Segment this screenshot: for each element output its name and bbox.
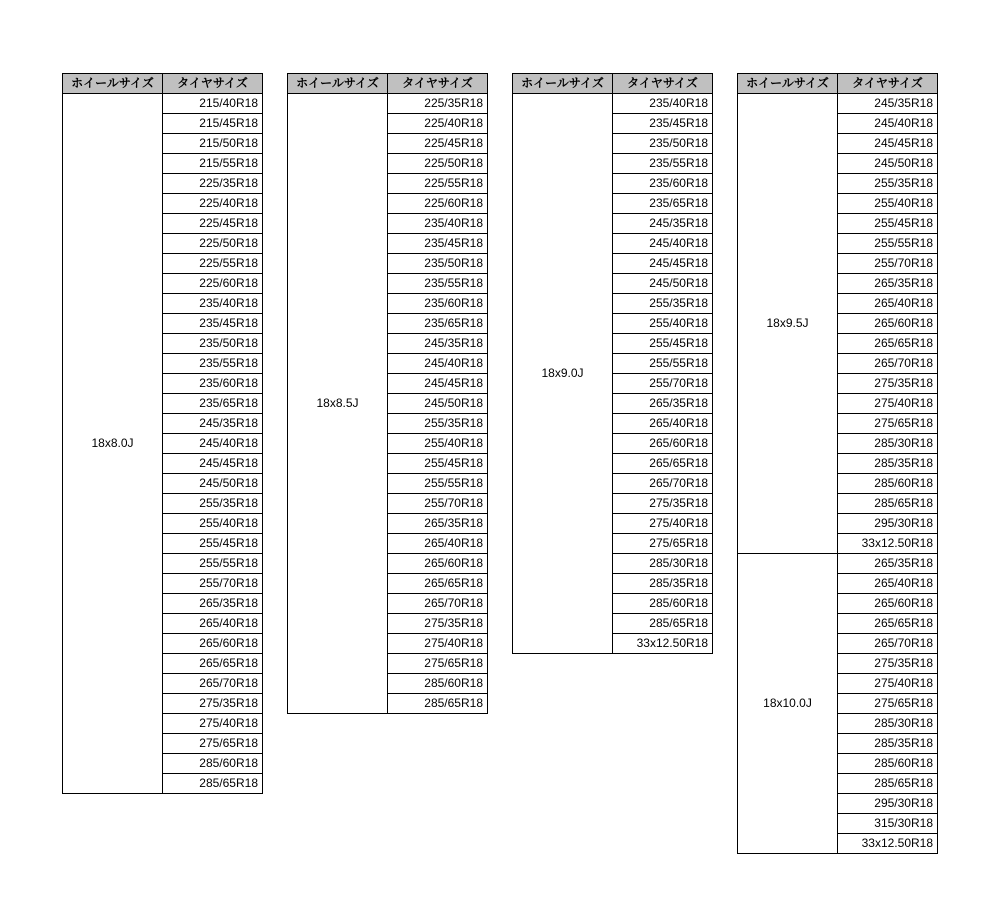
wheel-size-header: ホイールサイズ <box>513 74 613 94</box>
tire-size-cell: 265/65R18 <box>388 574 488 594</box>
wheel-size-cell: 18x9.5J <box>738 94 838 554</box>
tire-size-cell: 285/60R18 <box>163 754 263 774</box>
tire-size-cell: 265/40R18 <box>163 614 263 634</box>
wheel-size-cell: 18x8.0J <box>63 94 163 794</box>
tire-size-cell: 275/40R18 <box>388 634 488 654</box>
tire-size-cell: 215/55R18 <box>163 154 263 174</box>
tire-size-cell: 255/45R18 <box>388 454 488 474</box>
tire-size-cell: 275/35R18 <box>388 614 488 634</box>
tire-size-cell: 255/70R18 <box>613 374 713 394</box>
tire-size-cell: 245/50R18 <box>838 154 938 174</box>
tire-size-cell: 275/40R18 <box>613 514 713 534</box>
tire-size-cell: 235/65R18 <box>388 314 488 334</box>
tire-size-cell: 265/70R18 <box>838 634 938 654</box>
wheel-size-header: ホイールサイズ <box>63 74 163 94</box>
table-body <box>288 94 488 714</box>
tire-size-cell: 235/40R18 <box>163 294 263 314</box>
tire-size-cell: 255/35R18 <box>613 294 713 314</box>
tire-size-cell: 265/60R18 <box>388 554 488 574</box>
tire-size-cell: 245/50R18 <box>388 394 488 414</box>
tire-size-cell: 33x12.50R18 <box>613 634 713 654</box>
tire-size-cell: 245/35R18 <box>838 94 938 114</box>
tire-size-cell: 245/35R18 <box>388 334 488 354</box>
tire-size-cell: 255/35R18 <box>388 414 488 434</box>
tire-size-header: タイヤサイズ <box>388 74 488 94</box>
tire-size-cell: 265/40R18 <box>838 294 938 314</box>
tire-size-cell: 245/40R18 <box>838 114 938 134</box>
tire-size-cell: 225/35R18 <box>388 94 488 114</box>
tire-size-cell: 265/35R18 <box>838 274 938 294</box>
tire-size-cell: 235/65R18 <box>613 194 713 214</box>
tire-size-header: タイヤサイズ <box>838 74 938 94</box>
tire-size-cell: 255/40R18 <box>388 434 488 454</box>
tire-size-cell: 245/45R18 <box>163 454 263 474</box>
tire-size-cell: 265/40R18 <box>388 534 488 554</box>
tire-size-cell: 33x12.50R18 <box>838 534 938 554</box>
tire-size-cell: 255/40R18 <box>163 514 263 534</box>
tire-size-cell: 285/35R18 <box>838 454 938 474</box>
tire-size-cell: 275/65R18 <box>838 414 938 434</box>
tire-size-cell: 285/60R18 <box>613 594 713 614</box>
table-body <box>513 94 713 654</box>
tire-size-cell: 285/30R18 <box>613 554 713 574</box>
tire-size-cell: 225/55R18 <box>163 254 263 274</box>
header-row <box>63 74 263 94</box>
tire-size-cell: 245/45R18 <box>838 134 938 154</box>
tire-size-cell: 285/30R18 <box>838 434 938 454</box>
tire-size-cell: 255/70R18 <box>163 574 263 594</box>
fitment-table-3 <box>512 73 713 654</box>
tire-size-cell: 255/40R18 <box>613 314 713 334</box>
tire-size-cell: 265/60R18 <box>163 634 263 654</box>
tire-size-cell: 285/65R18 <box>388 694 488 714</box>
tire-size-cell: 245/35R18 <box>163 414 263 434</box>
tire-size-cell: 235/40R18 <box>388 214 488 234</box>
tire-size-cell: 235/65R18 <box>163 394 263 414</box>
table-row <box>738 94 938 114</box>
tire-size-cell: 275/65R18 <box>838 694 938 714</box>
tire-size-cell: 285/35R18 <box>613 574 713 594</box>
tire-size-cell: 285/35R18 <box>838 734 938 754</box>
tire-size-cell: 225/40R18 <box>163 194 263 214</box>
tire-size-cell: 215/40R18 <box>163 94 263 114</box>
tire-size-cell: 235/60R18 <box>163 374 263 394</box>
tire-size-cell: 265/65R18 <box>613 454 713 474</box>
tire-size-cell: 285/65R18 <box>613 614 713 634</box>
tire-size-cell: 265/65R18 <box>163 654 263 674</box>
tire-size-cell: 235/50R18 <box>163 334 263 354</box>
table-row <box>288 94 488 114</box>
tire-size-cell: 235/55R18 <box>388 274 488 294</box>
table-body <box>63 94 263 794</box>
tire-size-cell: 255/45R18 <box>163 534 263 554</box>
tire-size-cell: 255/45R18 <box>838 214 938 234</box>
tire-size-cell: 265/70R18 <box>838 354 938 374</box>
tire-size-cell: 245/50R18 <box>163 474 263 494</box>
wheel-size-cell: 18x9.0J <box>513 94 613 654</box>
tire-size-cell: 265/65R18 <box>838 334 938 354</box>
table-row <box>738 554 938 574</box>
tire-size-cell: 255/40R18 <box>838 194 938 214</box>
tire-size-cell: 225/50R18 <box>163 234 263 254</box>
tire-size-cell: 255/35R18 <box>163 494 263 514</box>
tire-size-cell: 265/70R18 <box>613 474 713 494</box>
header-row <box>513 74 713 94</box>
tire-size-cell: 225/60R18 <box>388 194 488 214</box>
tire-size-cell: 265/35R18 <box>163 594 263 614</box>
tire-size-cell: 235/50R18 <box>613 134 713 154</box>
tire-size-cell: 285/30R18 <box>838 714 938 734</box>
tire-size-cell: 33x12.50R18 <box>838 834 938 854</box>
tire-size-cell: 235/55R18 <box>613 154 713 174</box>
wheel-size-cell: 18x8.5J <box>288 94 388 714</box>
tire-size-cell: 225/35R18 <box>163 174 263 194</box>
tire-size-cell: 285/60R18 <box>838 754 938 774</box>
tire-size-cell: 265/35R18 <box>388 514 488 534</box>
tire-size-cell: 245/40R18 <box>388 354 488 374</box>
wheel-size-cell: 18x10.0J <box>738 554 838 854</box>
tire-size-cell: 235/45R18 <box>613 114 713 134</box>
tire-size-header: タイヤサイズ <box>163 74 263 94</box>
tire-size-cell: 235/50R18 <box>388 254 488 274</box>
tire-size-cell: 245/45R18 <box>613 254 713 274</box>
tire-size-cell: 245/35R18 <box>613 214 713 234</box>
tire-size-cell: 225/45R18 <box>388 134 488 154</box>
tire-size-cell: 225/60R18 <box>163 274 263 294</box>
tire-size-cell: 225/55R18 <box>388 174 488 194</box>
tire-size-cell: 255/70R18 <box>388 494 488 514</box>
tire-size-cell: 265/60R18 <box>838 314 938 334</box>
tire-size-cell: 315/30R18 <box>838 814 938 834</box>
tire-size-cell: 265/40R18 <box>838 574 938 594</box>
tire-size-cell: 265/70R18 <box>163 674 263 694</box>
tire-size-cell: 235/45R18 <box>388 234 488 254</box>
tire-size-cell: 255/55R18 <box>613 354 713 374</box>
header-row <box>288 74 488 94</box>
tire-size-cell: 275/35R18 <box>838 374 938 394</box>
tire-size-cell: 225/40R18 <box>388 114 488 134</box>
tire-size-cell: 295/30R18 <box>838 514 938 534</box>
tire-size-cell: 255/55R18 <box>838 234 938 254</box>
tire-size-cell: 295/30R18 <box>838 794 938 814</box>
table-row <box>63 94 263 114</box>
tire-size-cell: 255/55R18 <box>163 554 263 574</box>
tire-size-cell: 255/45R18 <box>613 334 713 354</box>
tire-size-cell: 225/50R18 <box>388 154 488 174</box>
tire-size-cell: 285/60R18 <box>388 674 488 694</box>
tire-size-cell: 235/55R18 <box>163 354 263 374</box>
tire-size-cell: 245/40R18 <box>613 234 713 254</box>
tire-size-cell: 245/45R18 <box>388 374 488 394</box>
tire-size-header: タイヤサイズ <box>613 74 713 94</box>
tire-size-cell: 235/60R18 <box>388 294 488 314</box>
tire-size-cell: 285/65R18 <box>163 774 263 794</box>
tire-size-cell: 225/45R18 <box>163 214 263 234</box>
tire-size-cell: 215/45R18 <box>163 114 263 134</box>
tire-size-cell: 275/40R18 <box>838 674 938 694</box>
fitment-table-4 <box>737 73 938 854</box>
tire-size-cell: 275/35R18 <box>163 694 263 714</box>
tire-size-cell: 265/60R18 <box>838 594 938 614</box>
tire-size-cell: 265/65R18 <box>838 614 938 634</box>
tire-size-cell: 235/45R18 <box>163 314 263 334</box>
tire-size-cell: 245/50R18 <box>613 274 713 294</box>
tire-size-cell: 275/65R18 <box>388 654 488 674</box>
tire-size-cell: 285/65R18 <box>838 774 938 794</box>
tire-size-cell: 265/60R18 <box>613 434 713 454</box>
tire-size-cell: 215/50R18 <box>163 134 263 154</box>
tire-size-cell: 275/35R18 <box>613 494 713 514</box>
tire-size-cell: 275/40R18 <box>163 714 263 734</box>
wheel-size-header: ホイールサイズ <box>738 74 838 94</box>
tire-size-cell: 275/65R18 <box>613 534 713 554</box>
tire-size-cell: 235/40R18 <box>613 94 713 114</box>
tire-size-cell: 275/40R18 <box>838 394 938 414</box>
tire-size-cell: 235/60R18 <box>613 174 713 194</box>
tire-size-cell: 255/70R18 <box>838 254 938 274</box>
fitment-table-1 <box>62 73 263 794</box>
tire-size-cell: 265/35R18 <box>838 554 938 574</box>
wheel-size-header: ホイールサイズ <box>288 74 388 94</box>
header-row <box>738 74 938 94</box>
tire-size-cell: 275/35R18 <box>838 654 938 674</box>
tire-size-cell: 275/65R18 <box>163 734 263 754</box>
tire-size-cell: 265/40R18 <box>613 414 713 434</box>
tire-size-cell: 255/55R18 <box>388 474 488 494</box>
tire-size-cell: 285/65R18 <box>838 494 938 514</box>
tire-size-cell: 265/35R18 <box>613 394 713 414</box>
tire-size-cell: 265/70R18 <box>388 594 488 614</box>
tire-size-cell: 285/60R18 <box>838 474 938 494</box>
tire-size-cell: 245/40R18 <box>163 434 263 454</box>
table-body <box>738 94 938 854</box>
table-row <box>513 94 713 114</box>
fitment-table-2 <box>287 73 488 714</box>
tire-size-cell: 255/35R18 <box>838 174 938 194</box>
